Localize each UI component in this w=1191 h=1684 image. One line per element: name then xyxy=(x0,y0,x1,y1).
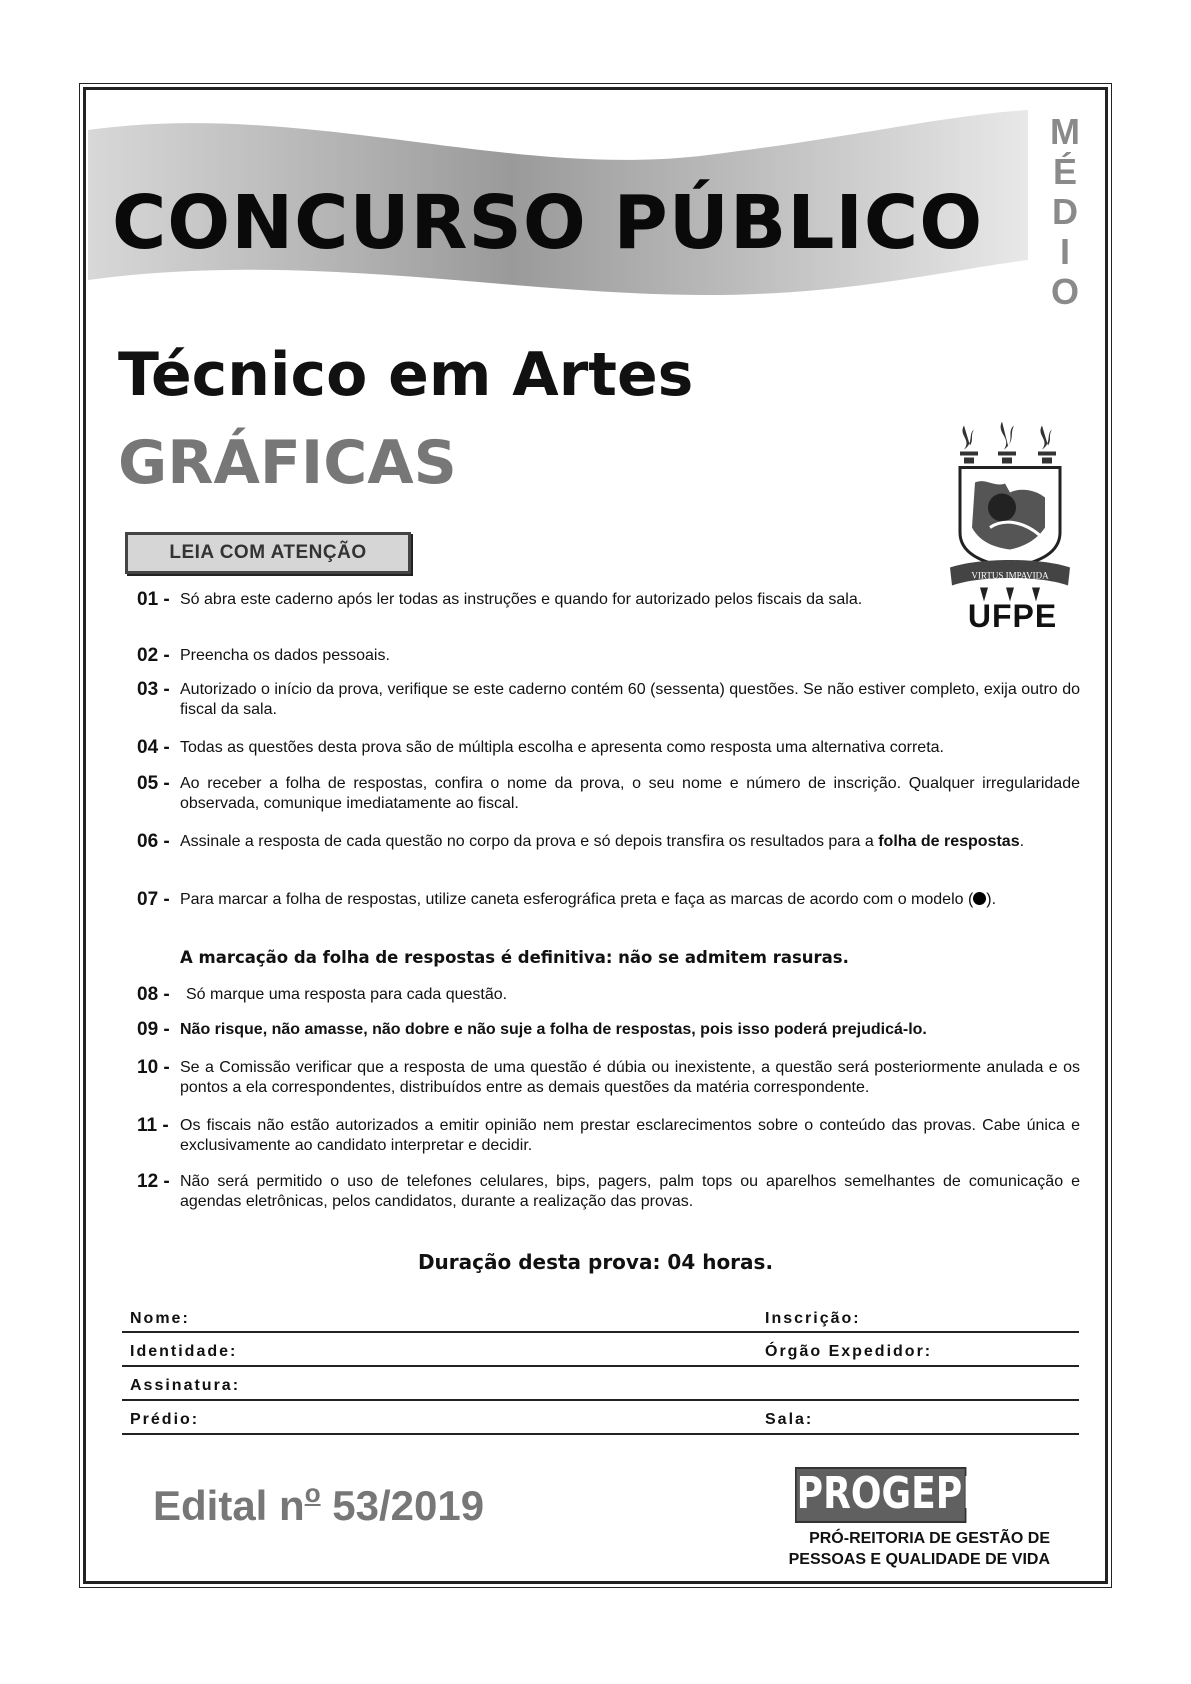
field-label-inscricao: Inscrição: xyxy=(765,1310,861,1327)
instruction-text: Os fiscais não estão autorizados a emitir opinião nem prestar esclarecimentos sobre o conteúdo das provas. Cabe única e exclusivamente ao candidato interpretar e decidir. xyxy=(180,1117,1080,1154)
nome-field-line xyxy=(122,1331,1079,1333)
identidade-field-line xyxy=(122,1365,1079,1367)
instruction-text: Só marque uma resposta para cada questão. xyxy=(186,986,508,1003)
progepe-logo: PROGEPE xyxy=(795,1467,966,1523)
predio-field-line xyxy=(122,1433,1079,1435)
instruction-text: Ao receber a folha de respostas, confira o nome da prova, o seu nome e número de inscrição. Qualquer irregularidade observada, comunique imediatamente ao fiscal. xyxy=(180,775,1080,812)
instruction-text: Não risque, não amasse, não dobre e não suje a folha de respostas, pois isso poderá prejudicá-lo. xyxy=(180,1021,927,1038)
instruction-item xyxy=(130,590,1080,610)
field-label-sala: Sala: xyxy=(765,1411,814,1428)
instruction-number: 06 - xyxy=(137,831,170,852)
instruction-number: 01 - xyxy=(137,589,170,610)
filled-circle-icon xyxy=(973,892,986,905)
instruction-item xyxy=(130,1020,1080,1040)
position-title: Técnico em Artes xyxy=(118,340,694,410)
notice-label: LEIA COM ATENÇÃO xyxy=(125,532,411,574)
instruction-item xyxy=(130,985,1080,1005)
field-label-predio: Prédio: xyxy=(130,1411,200,1428)
instruction-item xyxy=(130,774,1080,814)
instruction-number: 03 - xyxy=(137,679,170,700)
instruction-number: 02 - xyxy=(137,645,170,666)
instruction-number: 08 - xyxy=(137,984,170,1005)
instruction-item xyxy=(130,646,1080,666)
instruction-text: Só abra este caderno após ler todas as instruções e quando for autorizado pelos fiscais da sala. xyxy=(180,591,863,608)
field-label-nome: Nome: xyxy=(130,1310,190,1327)
instruction-item xyxy=(130,890,1080,910)
instruction-number: 10 - xyxy=(137,1057,170,1078)
page-title: CONCURSO PÚBLICO xyxy=(112,180,984,266)
progepe-subtitle-line1: PRÓ-REITORIA DE GESTÃO DE xyxy=(809,1530,1050,1547)
instruction-number: 05 - xyxy=(137,773,170,794)
progepe-subtitle-line2: PESSOAS E QUALIDADE DE VIDA xyxy=(788,1551,1050,1568)
crest-motto: VIRTUS IMPAVIDA xyxy=(971,570,1049,581)
level-letter: M xyxy=(1050,111,1080,152)
instruction-item xyxy=(130,738,1080,758)
instruction-text: Assinale a resposta de cada questão no corpo da prova e só depois transfira os resultados para a folha de respostas. xyxy=(180,833,1025,850)
level-vertical-label xyxy=(1040,112,1090,312)
level-letter: É xyxy=(1052,151,1077,192)
instruction-item xyxy=(130,1058,1080,1098)
instruction-number: 04 - xyxy=(137,737,170,758)
instruction-text: Autorizado o início da prova, verifique se este caderno contém 60 (sessenta) questões. Se não estiver completo, exija outro do fiscal da sala. xyxy=(180,681,1080,718)
field-label-orgao: Órgão Expedidor: xyxy=(765,1343,933,1360)
exam-duration: Duração desta prova: 04 horas. xyxy=(417,1250,774,1274)
instruction-number: 09 - xyxy=(137,1019,170,1040)
instruction-item xyxy=(130,1172,1080,1212)
instruction-text: Preencha os dados pessoais. xyxy=(180,647,390,664)
instruction-item xyxy=(130,680,1080,720)
instruction-number: 07 - xyxy=(137,889,170,910)
level-letter: O xyxy=(1050,271,1079,312)
instruction-text: Todas as questões desta prova são de múltipla escolha e apresenta como resposta uma alternativa correta. xyxy=(180,739,944,756)
bold-phrase: folha de respostas xyxy=(878,833,1020,850)
instruction-number: 12 - xyxy=(137,1171,170,1192)
instruction-text: Não será permitido o uso de telefones celulares, bips, pagers, palm tops ou aparelhos semelhantes de comunicação e agendas eletrônicas, pelos candidatos, durante a realização das provas. xyxy=(180,1173,1080,1210)
field-label-identidade: Identidade: xyxy=(130,1343,238,1360)
level-letter: D xyxy=(1052,191,1078,232)
assinatura-field-line xyxy=(122,1399,1079,1401)
definitive-note: A marcação da folha de respostas é definitiva: não se admitem rasuras. xyxy=(180,948,849,967)
instruction-item xyxy=(130,832,1080,852)
instruction-number: 11 - xyxy=(137,1115,169,1136)
instruction-text: Para marcar a folha de respostas, utilize caneta esferográfica preta e faça as marcas de acordo com o modelo ( ). xyxy=(180,891,997,908)
instruction-item xyxy=(130,1116,1080,1156)
field-label-assinatura: Assinatura: xyxy=(130,1377,241,1394)
instruction-text: Se a Comissão verificar que a resposta de uma questão é dúbia ou inexistente, a questão será posteriormente anulada e os pontos a ela correspondentes, distribuídos entre as demais questões da matéria correspondente. xyxy=(180,1059,1080,1096)
edital-number: Edital $n^o$ 53/2019 xyxy=(153,1478,485,1529)
ufpe-logo-text: UFPE xyxy=(967,598,1058,634)
level-letter: I xyxy=(1059,231,1070,272)
position-title-area: GRÁFICAS xyxy=(118,428,457,498)
